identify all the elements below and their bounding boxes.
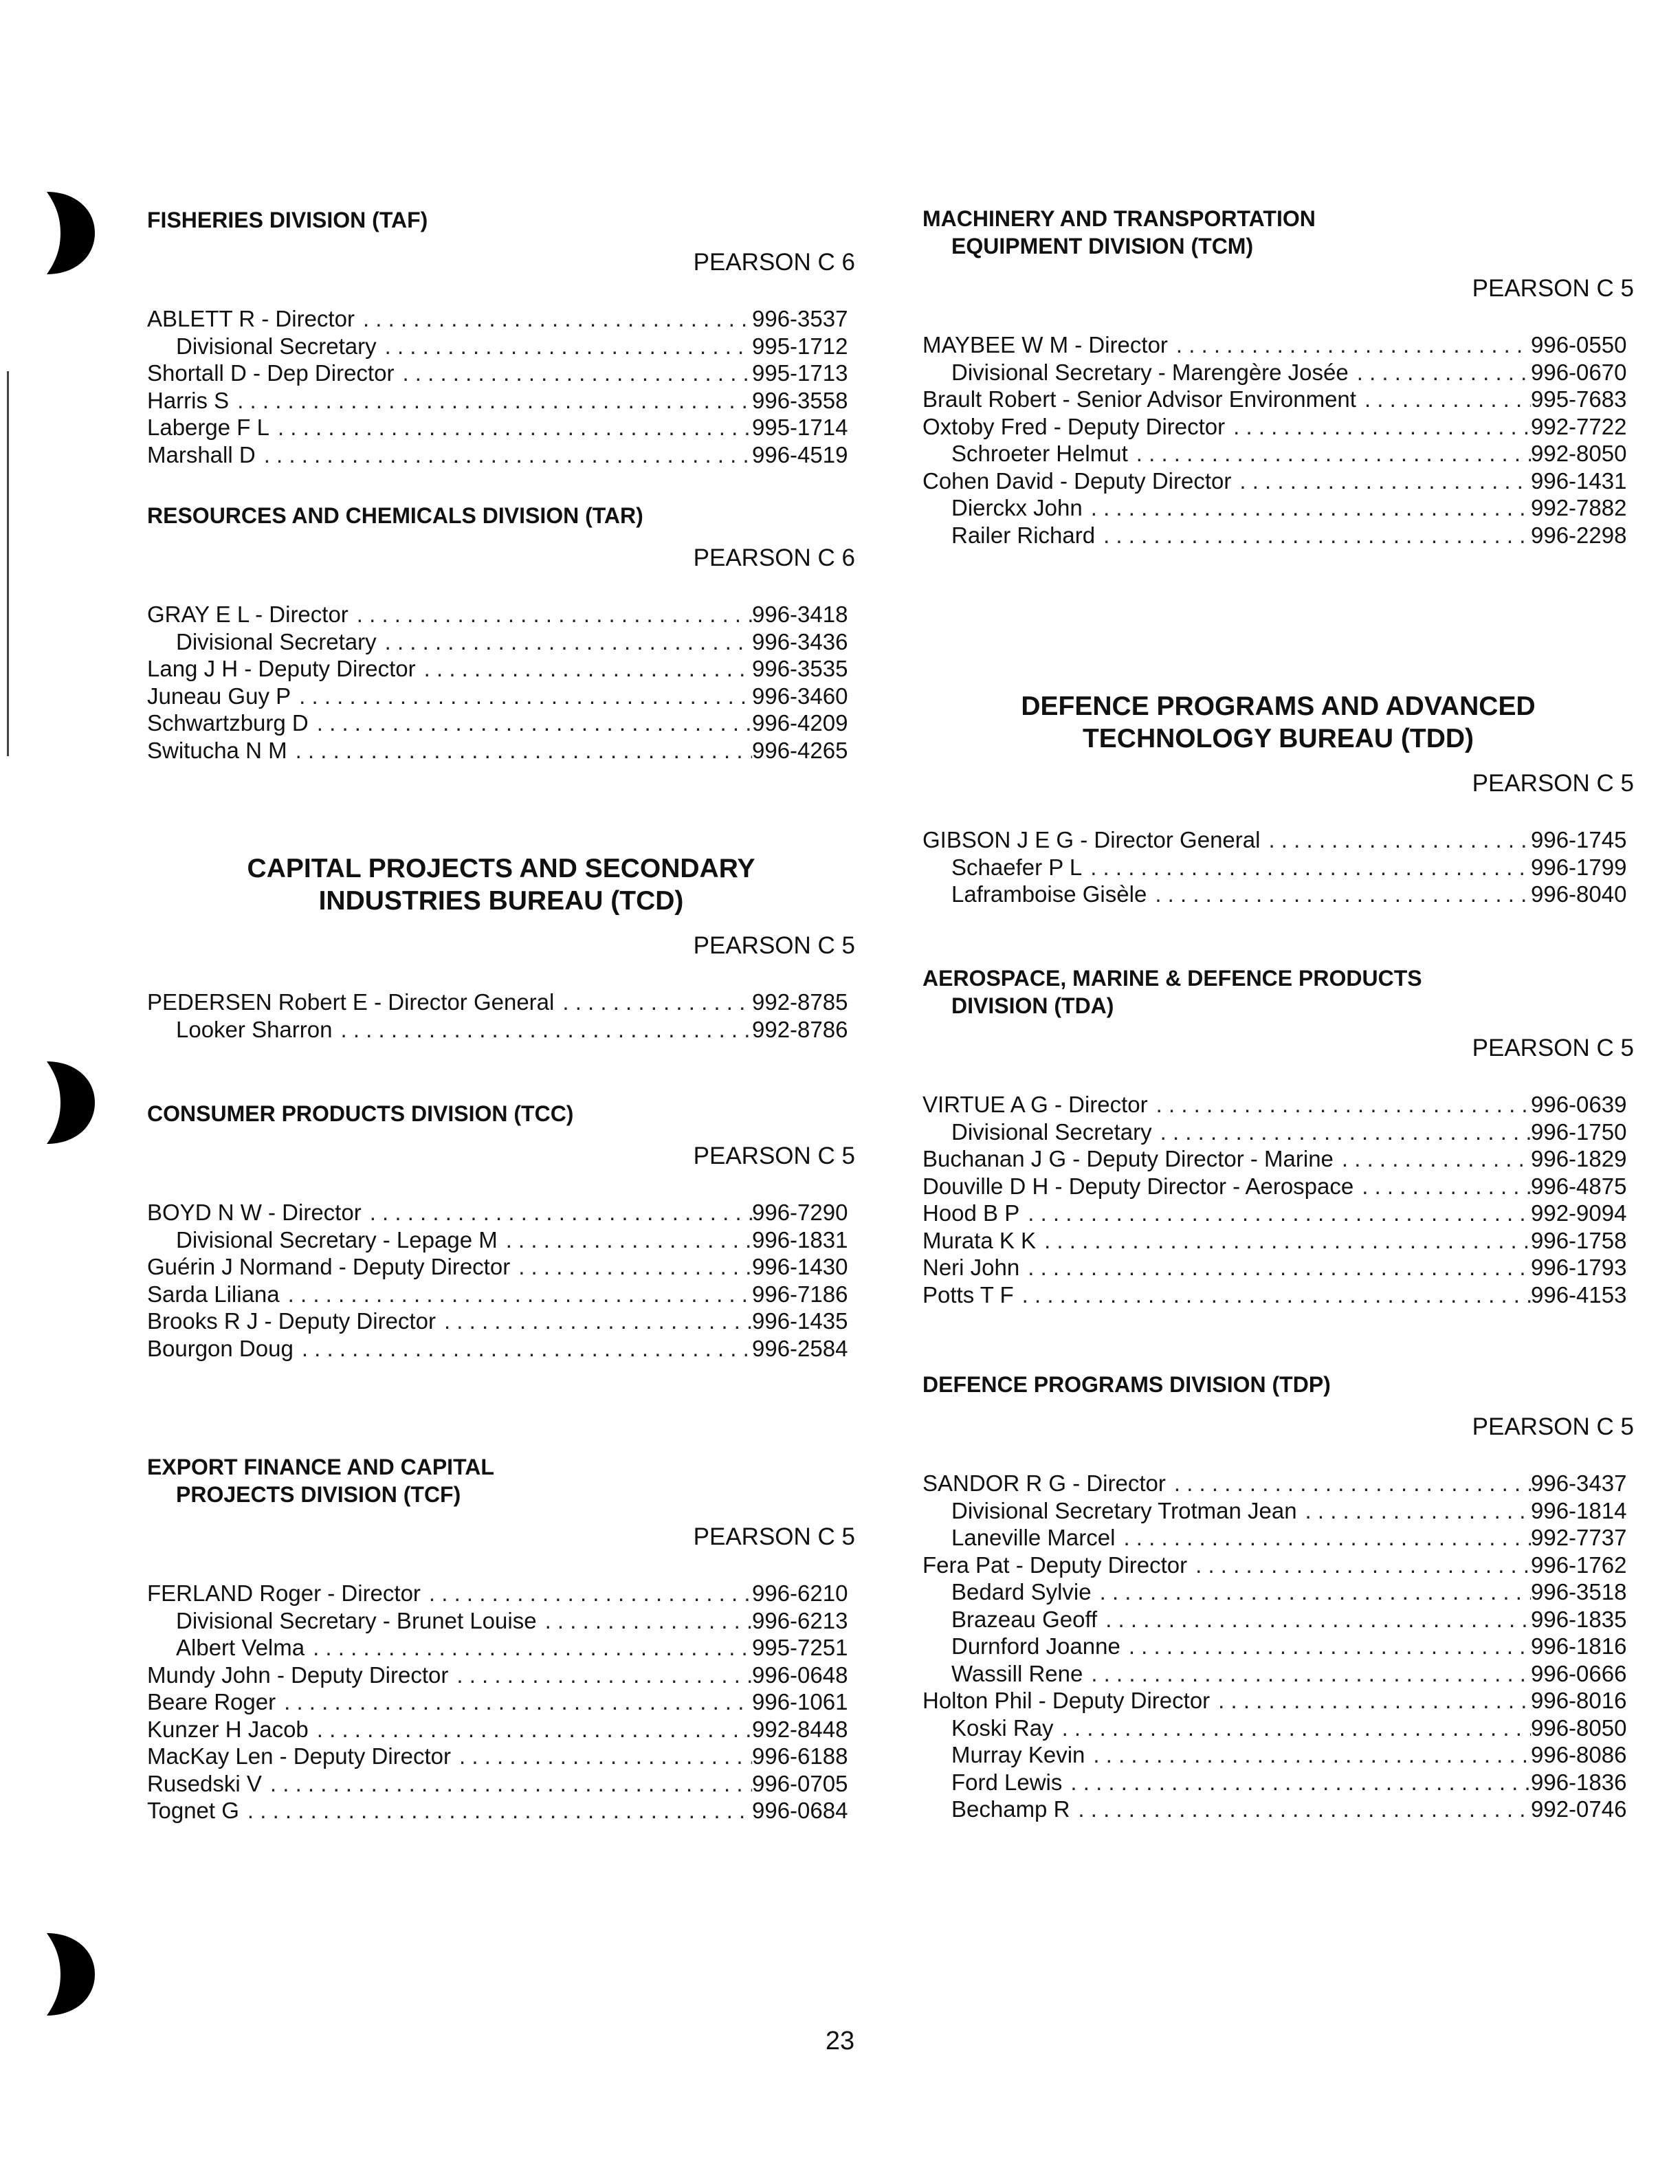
directory-entry (922, 1145, 1634, 1173)
entry-phone: 996-1750 (1531, 1118, 1627, 1145)
dot-leader (1260, 826, 1531, 854)
directory-entry (147, 360, 855, 387)
dot-leader (394, 360, 752, 387)
entry-phone: 996-2584 (752, 1335, 848, 1361)
directory-entry (147, 1634, 855, 1662)
entry-phone: 992-7882 (1531, 495, 1627, 520)
dot-leader (1225, 413, 1531, 441)
entry-phone: 992-8448 (752, 1716, 848, 1742)
directory-entry (147, 441, 855, 469)
entry-name: Bechamp R (951, 1796, 1070, 1822)
entry-phone: 995-1714 (752, 415, 848, 440)
section-heading-line: FISHERIES DIVISION (TAF) (147, 208, 428, 232)
section-heading-line: AEROSPACE, MARINE & DEFENCE PRODUCTS (922, 966, 1422, 991)
directory-entry (147, 1716, 855, 1743)
directory-entry (147, 601, 855, 628)
dot-leader (332, 1016, 752, 1044)
dot-leader (436, 1308, 752, 1335)
directory-entry (147, 655, 855, 683)
dot-leader (1353, 1173, 1531, 1200)
entry-phone: 992-8785 (752, 989, 848, 1015)
directory-entry (922, 854, 1634, 881)
entry-name: Mundy John - Deputy Director (147, 1662, 449, 1688)
entry-name: Schaefer P L (951, 854, 1083, 880)
entry-phone: 996-3558 (752, 387, 848, 413)
dot-leader (1356, 386, 1531, 413)
directory-entry (922, 467, 1634, 495)
section-heading (922, 964, 1634, 1019)
section-heading-line: EQUIPMENT DIVISION (TCM) (951, 234, 1254, 258)
directory-entry (922, 386, 1634, 413)
dot-leader (1095, 522, 1531, 549)
section-heading-line: RESOURCES AND CHEMICALS DIVISION (TAR) (147, 503, 643, 528)
entry-name: Brazeau Geoff (951, 1606, 1098, 1632)
dot-leader (1147, 881, 1531, 908)
dot-leader (1231, 467, 1531, 495)
entry-name: Divisional Secretary (176, 628, 377, 654)
directory-entry (922, 1660, 1634, 1688)
dot-leader (510, 1253, 752, 1281)
entry-phone: 996-0684 (752, 1798, 848, 1823)
entry-phone: 992-8050 (1531, 441, 1627, 466)
directory-entry (147, 1688, 855, 1716)
section-heading-line: CAPITAL PROJECTS AND SECONDARY (247, 854, 755, 883)
entry-name: Marshall D (147, 441, 256, 467)
directory-section (922, 964, 1634, 1308)
dot-leader (1082, 854, 1531, 881)
entry-phone: 996-7186 (752, 1281, 848, 1307)
directory-entry (922, 1470, 1634, 1497)
directory-entry (147, 305, 855, 333)
entry-phone: 995-7251 (752, 1635, 848, 1660)
directory-entry (922, 1606, 1634, 1633)
directory-entry (922, 1254, 1634, 1281)
entry-phone: 992-7722 (1531, 413, 1627, 439)
dot-leader (1036, 1227, 1531, 1255)
entry-phone: 996-8086 (1531, 1742, 1627, 1767)
dot-leader (1019, 1200, 1531, 1227)
dot-leader (1128, 440, 1531, 467)
binder-hole-icon (33, 189, 96, 277)
entry-name: Divisional Secretary (176, 333, 377, 359)
location-label: PEARSON C 5 (1472, 275, 1634, 302)
entry-phone: 996-4519 (752, 441, 848, 467)
dot-leader (498, 1226, 752, 1254)
directory-entry (147, 1199, 855, 1226)
entry-name: Laberge F L (147, 415, 269, 440)
entry-name: Fera Pat - Deputy Director (922, 1552, 1188, 1578)
entry-phone: 996-4265 (752, 737, 848, 763)
directory-entry (922, 1200, 1634, 1227)
scan-edge-line (7, 371, 9, 756)
entry-phone: 995-1713 (752, 360, 848, 386)
entry-name: Laframboise Gisèle (951, 881, 1147, 907)
entry-name: GIBSON J E G - Director General (922, 827, 1261, 852)
directory-entry (147, 1281, 855, 1308)
section-heading-line: DIVISION (TDA) (951, 993, 1114, 1018)
dot-leader (1019, 1254, 1531, 1281)
entry-phone: 996-4153 (1531, 1281, 1627, 1308)
directory-entry (922, 522, 1634, 549)
entry-name: Juneau Guy P (147, 683, 291, 709)
entry-name: Lang J H - Deputy Director (147, 656, 416, 681)
dot-leader (537, 1607, 752, 1635)
entry-name: Switucha N M (147, 737, 287, 763)
directory-entry (147, 1308, 855, 1335)
directory-entry (147, 628, 855, 656)
entry-name: VIRTUE A G - Director (922, 1092, 1148, 1117)
entry-phone: 996-1745 (1531, 827, 1627, 852)
directory-entry (147, 1016, 855, 1044)
entry-phone: 996-1816 (1531, 1633, 1627, 1659)
directory-entry (922, 331, 1634, 359)
entry-name: BOYD N W - Director (147, 1200, 362, 1225)
location-label: PEARSON C 5 (1472, 1413, 1634, 1440)
directory-entry (147, 683, 855, 710)
entry-name: Holton Phil - Deputy Director (922, 1688, 1211, 1713)
entry-phone: 996-1799 (1531, 854, 1627, 880)
directory-entry (147, 1607, 855, 1635)
dot-leader (269, 414, 752, 441)
directory-entry (922, 1741, 1634, 1769)
directory-entry (922, 440, 1634, 467)
dot-leader (276, 1688, 752, 1716)
dot-leader (1092, 1578, 1531, 1606)
directory-section (147, 206, 855, 468)
entry-phone: 996-1435 (752, 1308, 848, 1334)
directory-entry (922, 1552, 1634, 1579)
dot-leader (280, 1281, 752, 1308)
dot-leader (377, 333, 752, 360)
entry-phone: 996-3535 (752, 656, 848, 681)
dot-leader (355, 305, 752, 333)
binder-hole-icon (33, 1059, 96, 1147)
dot-leader (1097, 1606, 1531, 1633)
entry-name: Divisional Secretary - Marengère Josée (951, 359, 1349, 385)
entry-phone: 996-1836 (1531, 1769, 1627, 1795)
entry-name: Buchanan J G - Deputy Director - Marine (922, 1146, 1334, 1171)
entry-phone: 996-0666 (1531, 1660, 1627, 1686)
dot-leader (294, 1335, 752, 1363)
dot-leader (362, 1199, 752, 1226)
entry-phone: 995-7683 (1531, 386, 1627, 412)
dot-leader (451, 1743, 752, 1770)
directory-entry (922, 1227, 1634, 1255)
section-heading-line: EXPORT FINANCE AND CAPITAL (147, 1455, 494, 1479)
dot-leader (1014, 1281, 1531, 1309)
directory-entry (922, 1173, 1634, 1200)
entry-phone: 996-4209 (752, 710, 848, 736)
entry-name: Durnford Joanne (951, 1633, 1120, 1659)
section-heading (147, 1453, 855, 1508)
entry-phone: 996-0639 (1531, 1092, 1627, 1117)
entry-phone: 996-1061 (752, 1689, 848, 1714)
dot-leader (256, 441, 752, 469)
entry-name: Kunzer H Jacob (147, 1716, 309, 1742)
dot-leader (1054, 1714, 1531, 1742)
dot-leader (1083, 494, 1531, 522)
entry-phone: 996-8050 (1531, 1714, 1627, 1741)
entry-name: Railer Richard (951, 522, 1096, 548)
entry-name: FERLAND Roger - Director (147, 1580, 421, 1606)
dot-leader (287, 737, 752, 764)
directory-section (147, 502, 855, 764)
entry-name: Ford Lewis (951, 1769, 1063, 1795)
entry-phone: 996-2298 (1531, 522, 1627, 548)
directory-entry (147, 989, 855, 1016)
dot-leader (309, 1716, 752, 1743)
entry-name: Potts T F (922, 1281, 1014, 1308)
entry-phone: 996-3437 (1531, 1470, 1627, 1496)
directory-section (922, 690, 1634, 908)
entry-phone: 996-0648 (752, 1662, 848, 1688)
entry-name: ABLETT R - Director (147, 306, 355, 331)
entry-phone: 996-8016 (1531, 1688, 1627, 1713)
entry-phone: 996-3460 (752, 683, 848, 709)
dot-leader (309, 709, 752, 737)
dot-leader (1334, 1145, 1531, 1173)
entry-phone: 996-3518 (1531, 1579, 1627, 1604)
location-label: PEARSON C 5 (693, 1523, 855, 1550)
entry-phone: 996-3436 (752, 628, 848, 654)
directory-entry (147, 1226, 855, 1254)
section-heading (147, 1100, 855, 1127)
entry-phone: 996-7290 (752, 1200, 848, 1225)
entry-name: Divisional Secretary - Brunet Louise (176, 1607, 537, 1633)
directory-entry (147, 1253, 855, 1281)
entry-name: Wassill Rene (951, 1660, 1083, 1686)
entry-name: Divisional Secretary - Lepage M (176, 1226, 498, 1253)
entry-name: Cohen David - Deputy Director (922, 467, 1232, 494)
entry-phone: 996-4875 (1531, 1173, 1627, 1199)
dot-leader (1083, 1660, 1531, 1688)
entry-name: Harris S (147, 387, 230, 413)
dot-leader (421, 1580, 752, 1607)
entry-phone: 996-1793 (1531, 1255, 1627, 1280)
entry-phone: 996-6210 (752, 1580, 848, 1606)
entry-name: Brooks R J - Deputy Director (147, 1308, 436, 1334)
directory-entry (922, 1714, 1634, 1742)
entry-phone: 996-1831 (752, 1226, 848, 1253)
section-heading-line: INDUSTRIES BUREAU (TCD) (318, 886, 684, 916)
entry-phone: 996-1814 (1531, 1497, 1627, 1523)
dot-leader (1187, 1552, 1531, 1579)
dot-leader (1297, 1497, 1531, 1525)
directory-entry (922, 1687, 1634, 1714)
entry-phone: 996-1835 (1531, 1606, 1627, 1632)
entry-name: Laneville Marcel (951, 1525, 1116, 1550)
entry-phone: 996-1758 (1531, 1227, 1627, 1253)
directory-entry (922, 1118, 1634, 1146)
directory-entry (922, 1091, 1634, 1118)
entry-name: Oxtoby Fred - Deputy Director (922, 413, 1226, 439)
directory-section (147, 1100, 855, 1362)
entry-name: Albert Velma (176, 1635, 305, 1660)
entry-phone: 996-6188 (752, 1743, 848, 1769)
entry-name: Douville D H - Deputy Director - Aerospace (922, 1173, 1354, 1199)
dot-leader (239, 1797, 752, 1824)
location-label: PEARSON C 5 (1472, 1035, 1634, 1061)
directory-section (922, 1371, 1634, 1823)
dot-leader (1148, 1091, 1531, 1118)
entry-phone: 996-3418 (752, 602, 848, 627)
directory-entry (147, 1797, 855, 1824)
entry-phone: 996-0550 (1531, 332, 1627, 357)
location-label: PEARSON C 5 (693, 932, 855, 959)
entry-name: Shortall D - Dep Director (147, 360, 395, 386)
directory-entry (922, 359, 1634, 386)
binder-hole-icon (33, 1930, 96, 2018)
entry-phone: 992-0746 (1531, 1796, 1627, 1822)
entry-phone: 996-6213 (752, 1607, 848, 1633)
entry-phone: 992-9094 (1531, 1200, 1627, 1226)
section-heading-line: PROJECTS DIVISION (TCF) (176, 1482, 461, 1507)
dot-leader (229, 387, 752, 415)
dot-leader (1166, 1470, 1531, 1497)
entry-name: Schroeter Helmut (951, 441, 1128, 466)
location-label: PEARSON C 5 (1472, 770, 1634, 797)
entry-name: Beare Roger (147, 1689, 276, 1714)
entry-name: Dierckx John (951, 495, 1083, 520)
directory-entry (922, 1578, 1634, 1606)
dot-leader (1152, 1118, 1531, 1146)
directory-entry (922, 1796, 1634, 1823)
dot-leader (1120, 1633, 1531, 1660)
dot-leader (1070, 1796, 1531, 1823)
dot-leader (1168, 331, 1531, 359)
dot-leader (349, 601, 752, 628)
entry-name: Tognet G (147, 1798, 239, 1823)
entry-name: Schwartzburg D (147, 710, 309, 736)
dot-leader (262, 1770, 752, 1798)
entry-name: PEDERSEN Robert E - Director General (147, 989, 555, 1015)
entry-name: Divisional Secretary Trotman Jean (951, 1497, 1297, 1523)
entry-phone: 996-1829 (1531, 1146, 1627, 1171)
entry-phone: 996-3537 (752, 306, 848, 331)
section-heading-line: TECHNOLOGY BUREAU (TDD) (1082, 724, 1474, 753)
entry-phone: 996-1430 (752, 1254, 848, 1279)
directory-entry (147, 414, 855, 441)
entry-name: Looker Sharron (176, 1016, 333, 1042)
entry-phone: 992-7737 (1531, 1525, 1627, 1550)
directory-entry (147, 333, 855, 360)
directory-entry (147, 1770, 855, 1798)
dot-leader (1062, 1769, 1531, 1796)
dot-leader (554, 989, 752, 1016)
directory-entry (147, 737, 855, 764)
section-heading-line: DEFENCE PROGRAMS AND ADVANCED (1021, 692, 1536, 721)
directory-entry (922, 826, 1634, 854)
directory-section (922, 205, 1634, 549)
dot-leader (377, 628, 752, 656)
dot-leader (305, 1634, 752, 1662)
directory-entry (922, 1633, 1634, 1660)
directory-section (147, 1453, 855, 1824)
entry-phone: 996-1762 (1531, 1552, 1627, 1578)
directory-entry (922, 494, 1634, 522)
entry-name: MAYBEE W M - Director (922, 332, 1168, 357)
entry-name: Divisional Secretary (951, 1118, 1152, 1145)
directory-section (147, 852, 855, 1043)
entry-name: Neri John (922, 1255, 1020, 1280)
entry-name: MacKay Len - Deputy Director (147, 1743, 452, 1769)
section-heading-line: MACHINERY AND TRANSPORTATION (922, 206, 1316, 231)
directory-entry (922, 1497, 1634, 1525)
directory-entry (922, 1524, 1634, 1552)
directory-entry (922, 1769, 1634, 1796)
dot-leader (291, 683, 752, 710)
entry-name: Hood B P (922, 1200, 1020, 1226)
entry-name: Guérin J Normand - Deputy Director (147, 1254, 511, 1279)
dot-leader (416, 655, 752, 683)
entry-phone: 996-0705 (752, 1770, 848, 1796)
directory-entry (147, 387, 855, 415)
entry-name: Brault Robert - Senior Advisor Environment (922, 386, 1356, 412)
directory-entry (922, 881, 1634, 908)
entry-name: Koski Ray (951, 1714, 1054, 1741)
directory-entry (147, 709, 855, 737)
directory-entry (147, 1580, 855, 1607)
dot-leader (448, 1662, 752, 1689)
section-heading (147, 502, 855, 529)
location-label: PEARSON C 5 (693, 1143, 855, 1169)
directory-entry (147, 1662, 855, 1689)
dot-leader (1115, 1524, 1531, 1552)
entry-phone: 996-0670 (1531, 359, 1627, 385)
entry-phone: 996-8040 (1531, 881, 1627, 907)
entry-name: Sarda Liliana (147, 1281, 280, 1307)
section-heading (922, 205, 1634, 260)
directory-entry (922, 413, 1634, 441)
entry-name: GRAY E L - Director (147, 602, 349, 627)
location-label: PEARSON C 6 (693, 249, 855, 276)
entry-name: SANDOR R G - Director (922, 1470, 1166, 1496)
section-heading-line: CONSUMER PRODUCTS DIVISION (TCC) (147, 1101, 574, 1126)
section-heading (147, 852, 855, 917)
entry-name: Murata K K (922, 1227, 1037, 1253)
directory-entry (922, 1281, 1634, 1309)
entry-name: Bedard Sylvie (951, 1579, 1092, 1604)
directory-entry (147, 1743, 855, 1770)
entry-phone: 992-8786 (752, 1016, 848, 1042)
section-heading-line: DEFENCE PROGRAMS DIVISION (TDP) (922, 1372, 1331, 1397)
page-number: 23 (825, 2027, 855, 2055)
dot-leader (1210, 1687, 1531, 1714)
section-heading (922, 690, 1634, 755)
entry-name: Bourgon Doug (147, 1335, 294, 1361)
section-heading (922, 1371, 1634, 1398)
dot-leader (1085, 1741, 1531, 1769)
location-label: PEARSON C 6 (693, 544, 855, 571)
entry-phone: 996-1431 (1531, 467, 1627, 494)
directory-entry (147, 1335, 855, 1363)
entry-phone: 995-1712 (752, 333, 848, 359)
section-heading (147, 206, 855, 234)
entry-name: Rusedski V (147, 1770, 262, 1796)
dot-leader (1349, 359, 1531, 386)
entry-name: Murray Kevin (951, 1742, 1085, 1767)
